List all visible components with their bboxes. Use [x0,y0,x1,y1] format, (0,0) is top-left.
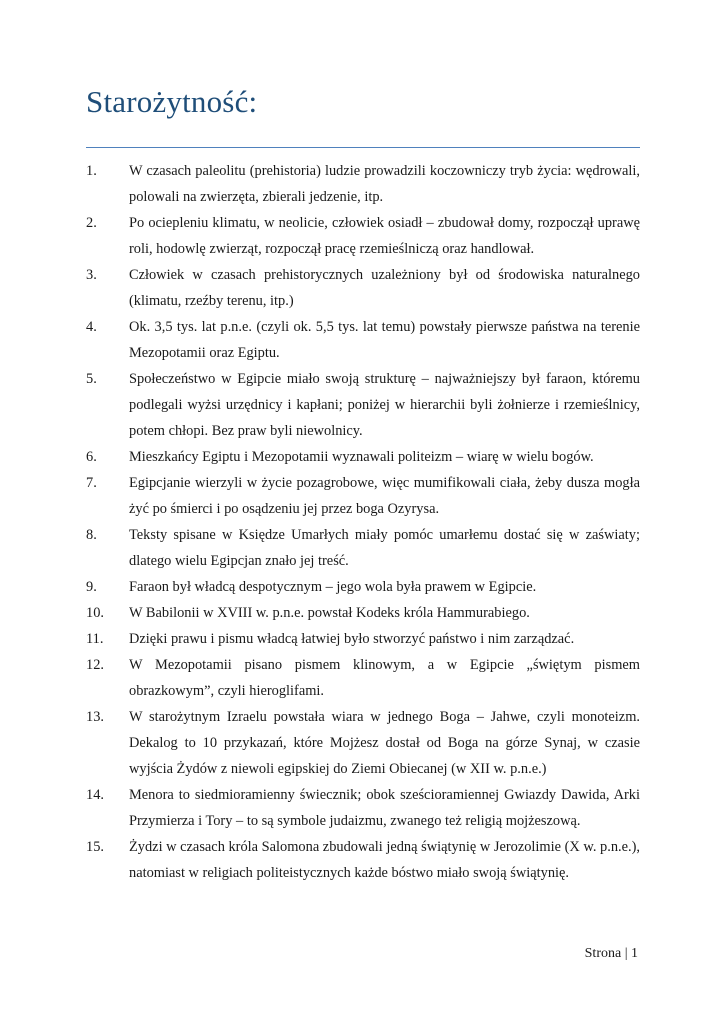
list-item [86,522,640,574]
list-item-number: 3. [86,267,97,283]
title-divider [86,147,640,148]
list-item-number: 10. [86,605,104,621]
page-title: Starożytność: [86,84,258,119]
list-item-number: 15. [86,839,104,855]
list-item [86,704,640,782]
list-item-number: 8. [86,527,97,543]
list-item-text: W Mezopotamii pisano pismem klinowym, a w Egipcie „świętym pismem obrazkowym”, czyli hieroglifami. [129,657,640,699]
list-item [86,652,640,704]
list-item-text: W Babilonii w XVIII w. p.n.e. powstał Kodeks króla Hammurabiego. [129,605,530,621]
list-item [86,314,640,366]
list-item-text: Po ociepleniu klimatu, w neolicie, człowiek osiadł – zbudował domy, rozpoczął uprawę roli, hodowlę zwierząt, rozpoczął pracę rzemieślniczą oraz handlował. [129,215,640,257]
list-item [86,366,640,444]
list-item-text: Żydzi w czasach króla Salomona zbudowali jedną świątynię w Jerozolimie (X w. p.n.e.), natomiast w religiach politeistycznych każde bóstwo miało swoją świątynię. [129,839,640,881]
list-item [86,834,640,886]
list-item-text: W czasach paleolitu (prehistoria) ludzie prowadzili koczowniczy tryb życia: wędrowali, polowali na zwierzęta, zbierali jedzenie, itp. [129,163,640,205]
list-item-text: Menora to siedmioramienny świecznik; obok sześcioramiennej Gwiazdy Dawida, Arki Przymierza i Tory – to są symbole judaizmu, zwanego też religią mojżeszową. [129,787,640,829]
list-item [86,210,640,262]
list-item-text: Społeczeństwo w Egipcie miało swoją strukturę – najważniejszy był faraon, któremu podlegali wyżsi urzędnicy i kapłani; poniżej w hierarchii byli żołnierze i rzemieślnicy, potem chłopi. Bez praw byli niewolnicy. [129,371,640,439]
list-item [86,574,640,600]
list-item-text: W starożytnym Izraelu powstała wiara w jednego Boga – Jahwe, czyli monoteizm. Dekalog to 10 przykazań, które Mojżesz dostał od Boga na górze Synaj, w czasie wyjścia Żydów z niewoli egipskiej do Ziemi Obiecanej (w XII w. p.n.e.) [129,709,640,777]
list-item-number: 13. [86,709,104,725]
list-item [86,782,640,834]
list-item [86,444,640,470]
list-item-number: 2. [86,215,97,231]
list-item-number: 11. [86,631,104,647]
list-item-number: 14. [86,787,104,803]
list-item-text: Egipcjanie wierzyli w życie pozagrobowe, więc mumifikowali ciała, żeby dusza mogła żyć po śmierci i po osądzeniu jej przez boga Ozyrysa. [129,475,640,517]
list-item-text: Faraon był władcą despotycznym – jego wola była prawem w Egipcie. [129,579,537,595]
list-item-number: 6. [86,449,97,465]
list-item [86,600,640,626]
page-number-footer: Strona | 1 [584,946,638,961]
list-item-number: 4. [86,319,97,335]
list-item [86,470,640,522]
list-item-number: 12. [86,657,104,673]
list-item [86,626,640,652]
list-item-text: Człowiek w czasach prehistorycznych uzależniony był od środowiska naturalnego (klimatu, rzeźby terenu, itp.) [129,267,640,309]
list-item-number: 7. [86,475,97,491]
numbered-list [86,158,640,886]
list-item-text: Mieszkańcy Egiptu i Mezopotamii wyznawali politeizm – wiarę w wielu bogów. [129,449,594,465]
list-item-text: Ok. 3,5 tys. lat p.n.e. (czyli ok. 5,5 tys. lat temu) powstały pierwsze państwa na terenie Mezopotamii oraz Egiptu. [129,319,640,361]
list-item-number: 9. [86,579,97,595]
list-item [86,158,640,210]
list-item-number: 1. [86,163,97,179]
list-item-text: Teksty spisane w Księdze Umarłych miały pomóc umarłemu dostać się w zaświaty; dlatego wielu Egipcjan znało jej treść. [129,527,640,569]
list-item-number: 5. [86,371,97,387]
list-item [86,262,640,314]
list-item-text: Dzięki prawu i pismu władcą łatwiej było stworzyć państwo i nim zarządzać. [129,631,575,647]
